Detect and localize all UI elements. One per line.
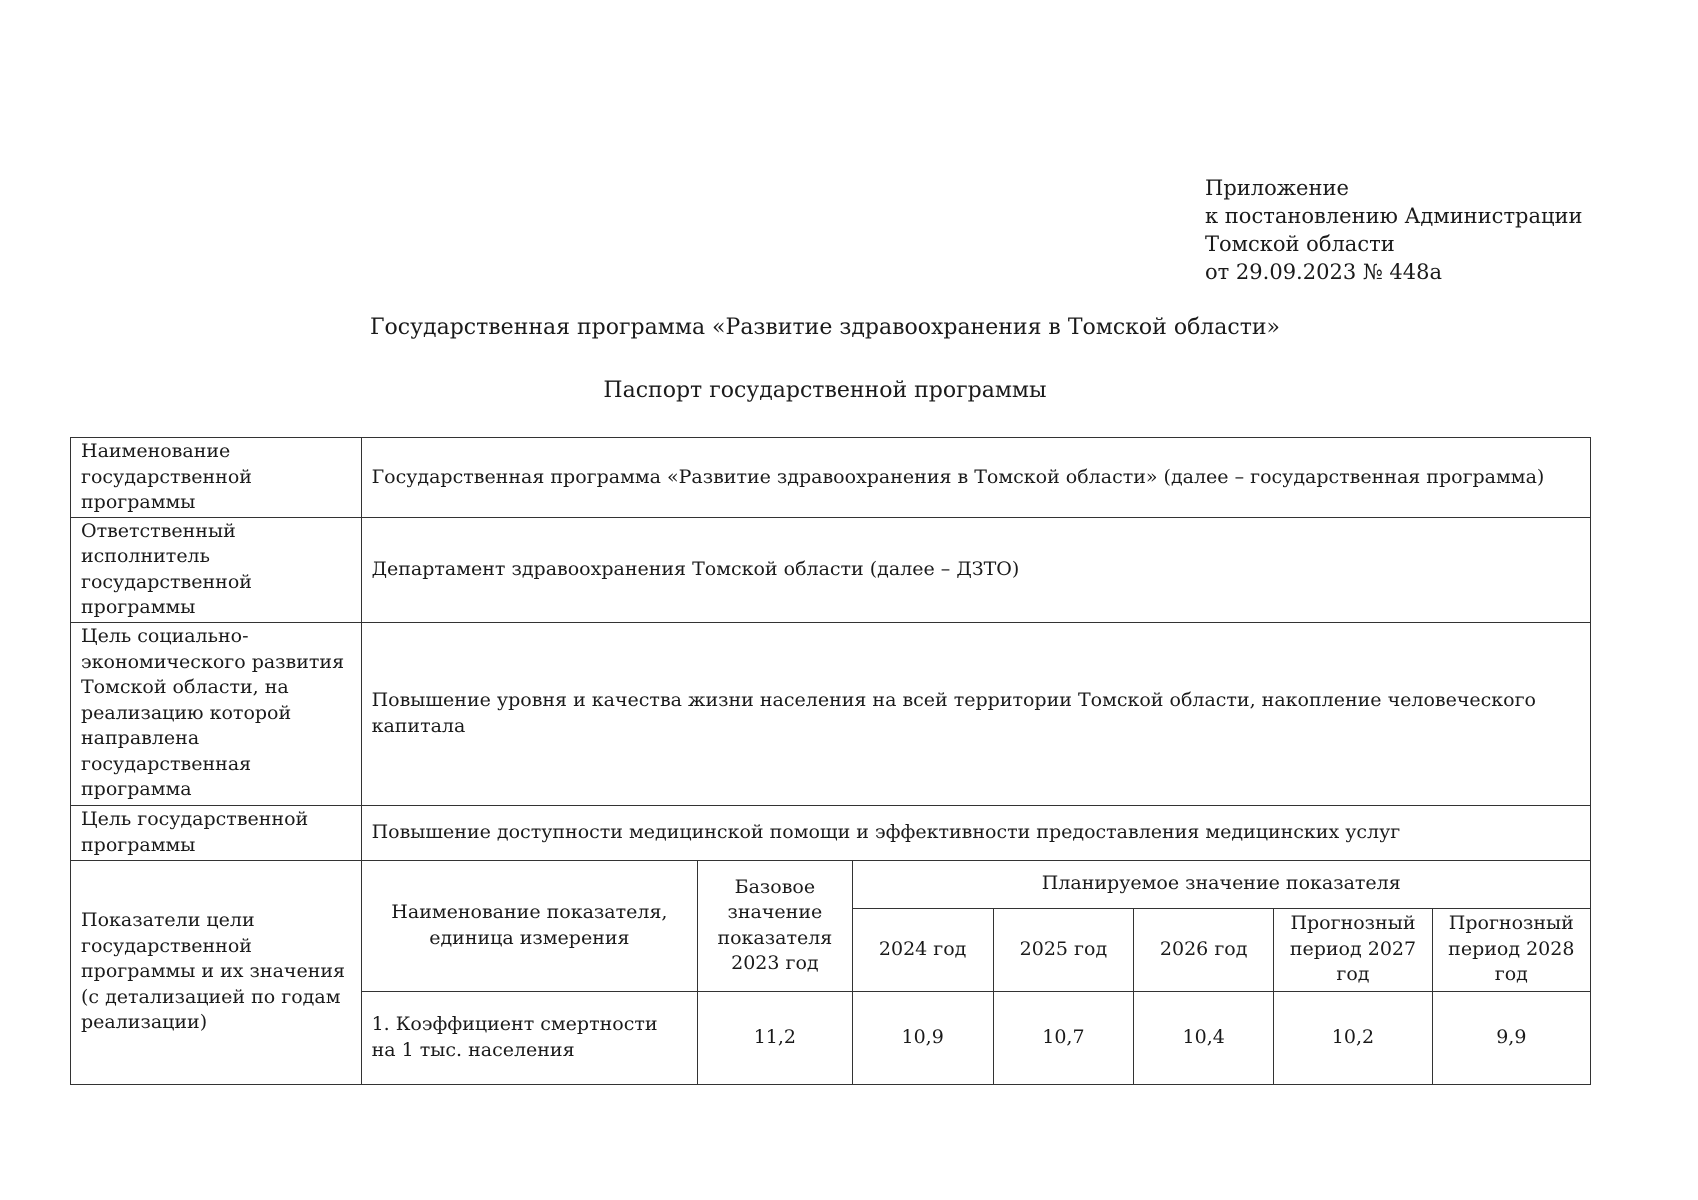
indicators-header-row: [71, 860, 1591, 908]
indicator-base-header: Базовое значение показателя 2023 год: [698, 860, 852, 991]
table-row: [71, 805, 1591, 860]
year-header-2027: Прогнозный период 2027 год: [1274, 908, 1432, 991]
indicators-label: Показатели цели государственной программы и их значения (с детализацией по годам реализации): [71, 860, 362, 1084]
row-label-executor: Ответственный исполнитель государственной программы: [71, 517, 362, 622]
row-value-socioeconomic-goal: Повышение уровня и качества жизни населения на всей территории Томской области, накопление человеческого капитала: [361, 622, 1590, 805]
indicator-value-2025: 10,7: [993, 991, 1133, 1084]
year-header-2024: 2024 год: [852, 908, 993, 991]
year-header-2028: Прогнозный период 2028 год: [1432, 908, 1590, 991]
row-value-program-goal: Повышение доступности медицинской помощи и эффективности предоставления медицинских услуг: [361, 805, 1590, 860]
indicator-value-2027: 10,2: [1274, 991, 1432, 1084]
appendix-line-1: Приложение: [1205, 176, 1349, 200]
row-label-program-goal: Цель государственной программы: [71, 805, 362, 860]
planned-value-header: Планируемое значение показателя: [852, 860, 1590, 908]
appendix-line-4: от 29.09.2023 № 448а: [1205, 260, 1442, 284]
indicator-value-2028: 9,9: [1432, 991, 1590, 1084]
indicator-base-value: 11,2: [698, 991, 852, 1084]
year-header-2025: 2025 год: [993, 908, 1133, 991]
table-row: [71, 517, 1591, 622]
appendix-block: [1205, 174, 1583, 286]
passport-table: [70, 437, 1591, 1085]
indicator-name-header: Наименование показателя, единица измерения: [361, 860, 698, 991]
table-row: [71, 438, 1591, 518]
indicator-value-2026: 10,4: [1134, 991, 1274, 1084]
year-header-2026: 2026 год: [1134, 908, 1274, 991]
row-label-socioeconomic-goal: Цель социально-экономического развития Томской области, на реализацию которой направлена государственная программа: [71, 622, 362, 805]
table-row: [71, 622, 1591, 805]
document-title: Государственная программа «Развитие здравоохранения в Томской области»: [369, 315, 1281, 340]
indicator-value-2024: 10,9: [852, 991, 993, 1084]
row-label-program-name: Наименование государственной программы: [71, 438, 362, 518]
row-value-executor: Департамент здравоохранения Томской области (далее – ДЗТО): [361, 517, 1590, 622]
indicator-name: 1. Коэффициент смертности на 1 тыс. населения: [361, 991, 698, 1084]
row-value-program-name: Государственная программа «Развитие здравоохранения в Томской области» (далее – государственная программа): [361, 438, 1590, 518]
appendix-line-3: Томской области: [1205, 232, 1395, 256]
document-subtitle: Паспорт государственной программы: [603, 378, 1047, 403]
appendix-line-2: к постановлению Администрации: [1205, 204, 1583, 228]
